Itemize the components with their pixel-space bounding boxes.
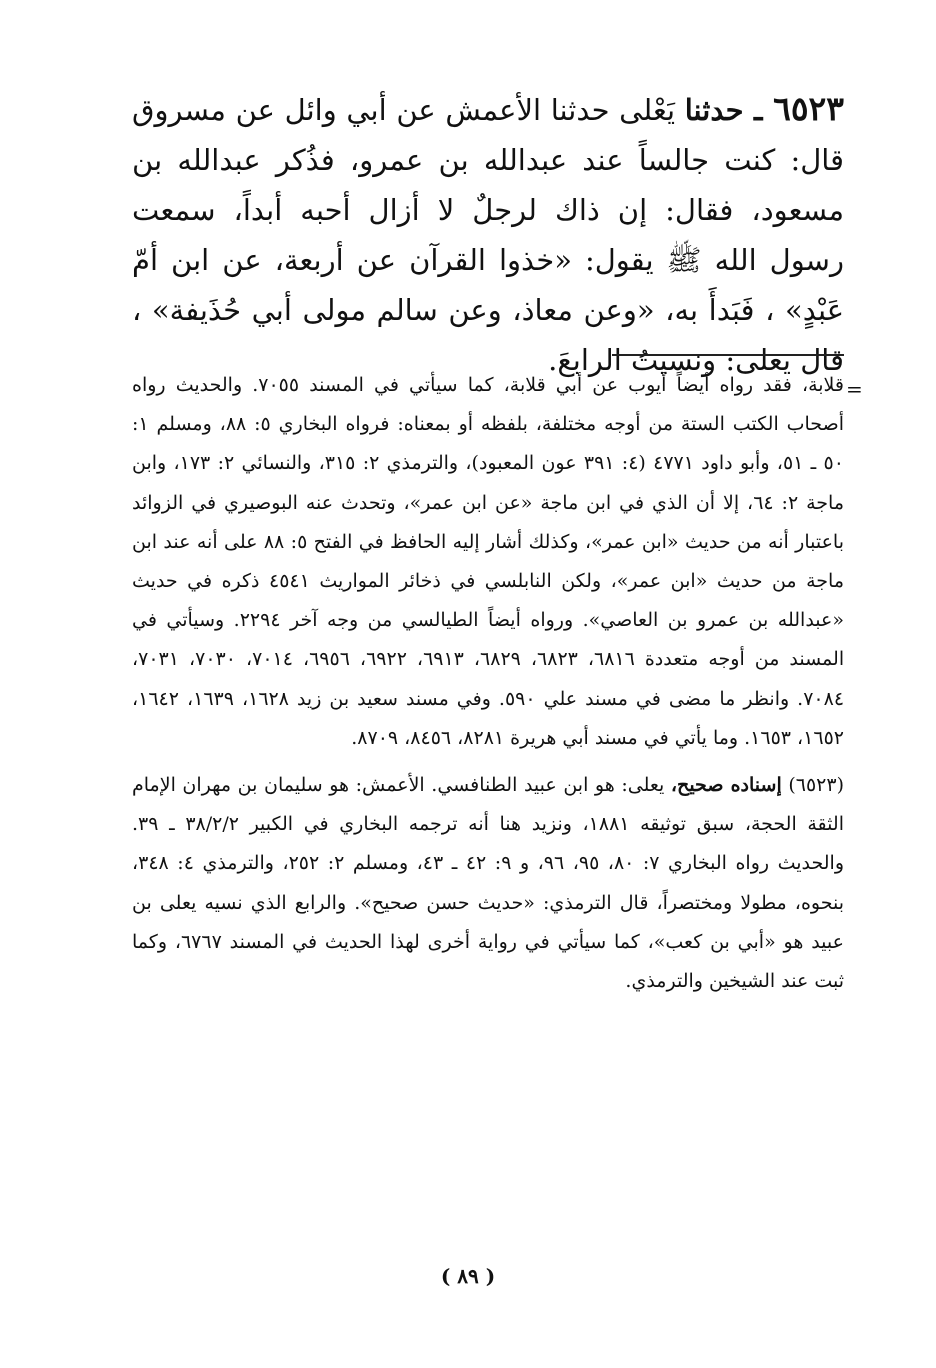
footnote-body: يعلى: هو ابن عبيد الطنافسي. الأعمش: هو سليمان بن مهران الإمام الثقة الحجة، سبق توثيقه ١٨٨١، ونزيد هنا أنه ترجمه البخاري في الكبير ٣٨/٢/٢ ـ ٣٩. والحديث رواه البخاري ٧: ٨٠، ٩٥، ٩٦، و ٩: ٤٢ ـ ٤٣، ومسلم ٢: ٢٥٢، والترمذي ٤: ٣٤٨، بنحوه، مطولا ومختصراً، قال الترمذي: «حديث حسن صحيح». والرابع الذي نسيه يعلى بن عبيد هو «أبي بن كعب»، كما سيأتي في رواية أخرى لهذا الحديث في المسند ٦٧٦٧، وكما ثبت عند الشيخين والترمذي. [132, 774, 844, 993]
page-number: ( ٨٩ ) [440, 1264, 496, 1288]
continuation-mark: = [846, 377, 863, 401]
footnote-6523 [132, 766, 844, 1001]
hadith-number: ٦٥٢٣ [773, 89, 844, 128]
hadith-text-block [132, 84, 844, 385]
hadith-dash: ـ [743, 93, 774, 127]
footnote-ref-number: (٦٥٢٣) [788, 774, 845, 797]
hadith-body: يَعْلى حدثنا الأعمش عن أبي وائل عن مسروق قال: كنت جالساً عند عبدالله بن عمرو، فذُكر عبدالله بن مسعود، فقال: إن ذاك لرجلٌ لا أزال أحبه أبداً، سمعت رسول الله ﷺ يقول: «خذوا القرآن عن أربعة، عن ابن أمّ عَبْدٍ» ، فَبَدأَ به، «وعن معاذ، وعن سالم مولى أبي حُذَيفة» ، قال يعلى: ونسيتُ الرابعَ. [132, 93, 844, 377]
footnotes [132, 366, 844, 1001]
footnote-verdict: إسناده صحيح، [670, 774, 782, 797]
footnote-continued: قلابة، فقد رواه أيضاً أيوب عن أبي قلابة، كما سيأتي في المسند ٧٠٥٥. والحديث رواه أصحاب الكتب الستة من أوجه مختلفة، بلفظه أو بمعناه: فرواه البخاري ٥: ٨٨، ومسلم ١: ٥٠ ـ ٥١، وأبو داود ٤٧٧١ (٤: ٣٩١ عون المعبود)، والترمذي ٢: ٣١٥، والنسائي ٢: ١٧٣، وابن ماجة ٢: ٦٤، إلا أن الذي في ابن ماجة «عن ابن عمر»، وتحدث عنه البوصيري في الزوائد باعتبار أنه من حديث «ابن عمر»، وكذلك أشار إليه الحافظ في الفتح ٥: ٨٨ على أنه عند ابن ماجة من حديث «ابن عمر»، ولكن النابلسي في ذخائر المواريث ٤٥٤١ ذكره في حديث «عبدالله بن عمرو بن العاصي». ورواه أيضاً الطيالسي من وجه آخر ٢٢٩٤. وسيأتي في المسند من أوجه متعددة ٦٨١٦، ٦٨٢٣، ٦٨٢٩، ٦٩١٣، ٦٩٢٢، ٦٩٥٦، ٧٠١٤، ٧٠٣٠، ٧٠٣١، ٧٠٨٤. وانظر ما مضى في مسند علي ٥٩٠. وفي مسند سعيد بن زيد ١٦٢٨، ١٦٣٩، ١٦٤٢، ١٦٥٢، ١٦٥٣. وما يأتي في مسند أبي هريرة ٨٢٨١، ٨٤٥٦، ٨٧٠٩. [132, 374, 845, 749]
hadith-lead-word: حدثنا [684, 93, 744, 127]
footnote-separator [612, 354, 844, 356]
